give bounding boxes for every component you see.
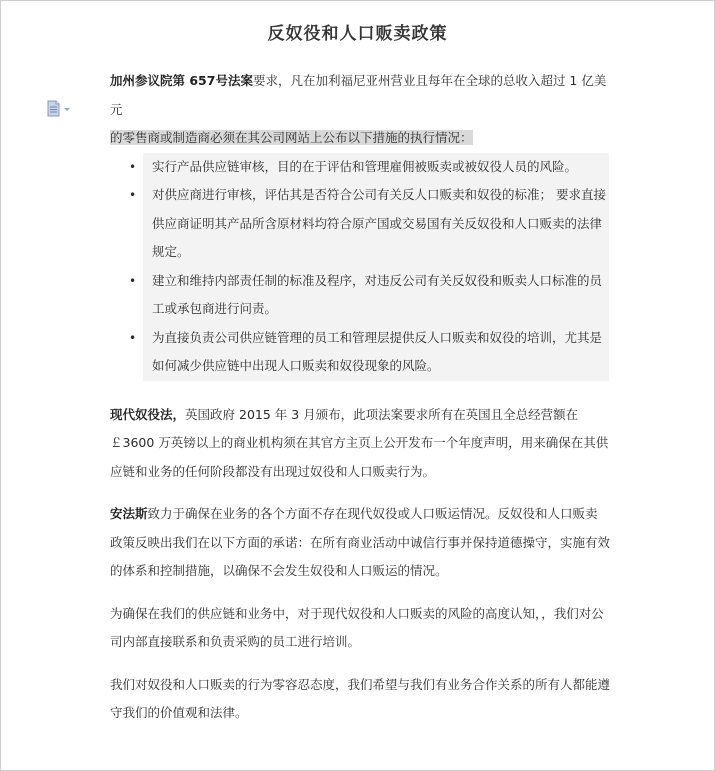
measure-text: 建立和维持内部责任制的标准及程序，对违反公司有关反奴役和贩卖人口标准的员工或承包商进行问责。 — [152, 272, 603, 316]
zero-tolerance-paragraph: 我们对奴役和人口贩卖的行为零容忍态度，我们希望与我们有业务合作关系的所有人都能遵守我们的价值观和法律。 — [110, 676, 611, 720]
list-item — [110, 181, 610, 267]
measures-list-wrap — [110, 153, 610, 381]
modern-slavery-paragraph — [110, 401, 610, 487]
act-name: 现代奴役法， — [110, 406, 186, 422]
chevron-down-icon — [64, 108, 70, 111]
document-body — [110, 67, 610, 728]
company-name: 安法斯 — [110, 506, 148, 521]
company-paragraph — [110, 500, 610, 586]
bill-name: 加州参议院第 657号法案 — [110, 73, 253, 88]
document-icon[interactable] — [47, 100, 75, 118]
measure-text: 为直接负责公司供应链管理的员工和管理层提供反人口贩卖和奴役的培训，尤其是如何减少供应链中出现人口贩卖和奴役现象的风险。 — [152, 329, 603, 373]
measure-text: 对供应商进行审核，评估其是否符合公司有关反人口贩卖和奴役的标准； 要求直接供应商证明其产品所含原材料均符合原产国或交易国有关反奴役和人口贩卖的法律规定。 — [152, 187, 606, 259]
measures-list — [110, 153, 610, 381]
bullet: • — [129, 188, 137, 202]
bullet: • — [129, 159, 137, 174]
list-item — [110, 324, 610, 381]
intro-text-1: 要求，凡在加利福尼亚州营业且每年在全球的总收入超过 1 亿美元 — [110, 73, 607, 117]
company-text: 致力于确保在业务的各个方面不存在现代奴役或人口贩运情况。反奴役和人口贩卖政策反映出我们在以下方面的承诺：在所有商业活动中诚信行事并保持道德操守，实施有效的体系和控制措施，以确保不会发生奴役和人口贩运的情况。 — [110, 506, 611, 578]
training-paragraph: 为确保在我们的供应链和业务中，对于现代奴役和人口贩卖的风险的高度认知，，我们对公司内部直接联系和负责采购的员工进行培训。 — [110, 605, 604, 649]
act-text: 英国政府 2015 年 3 月颁布，此项法案要求所有在英国且全总经营额在￡3600 万英镑以上的商业机构须在其官方主页上公开发布一个年度声明，用来确保在其供应链和业务的任何阶段都没有出现过奴役和人口贩卖行为。 — [110, 406, 609, 479]
measure-text: 实行产品供应链审核，目的在于评估和管理雇佣被贩卖或被奴役人员的风险。 — [152, 158, 578, 174]
bullet: • — [129, 273, 137, 288]
list-item — [110, 267, 610, 324]
page-title: 反奴役和人口贩卖政策 — [267, 24, 448, 44]
intro-paragraph — [110, 67, 610, 153]
intro-text-2: 的零售商或制造商必须在其公司网站上公布以下措施的执行情况： — [110, 130, 473, 145]
bullet: • — [129, 330, 137, 345]
list-item — [110, 153, 610, 182]
